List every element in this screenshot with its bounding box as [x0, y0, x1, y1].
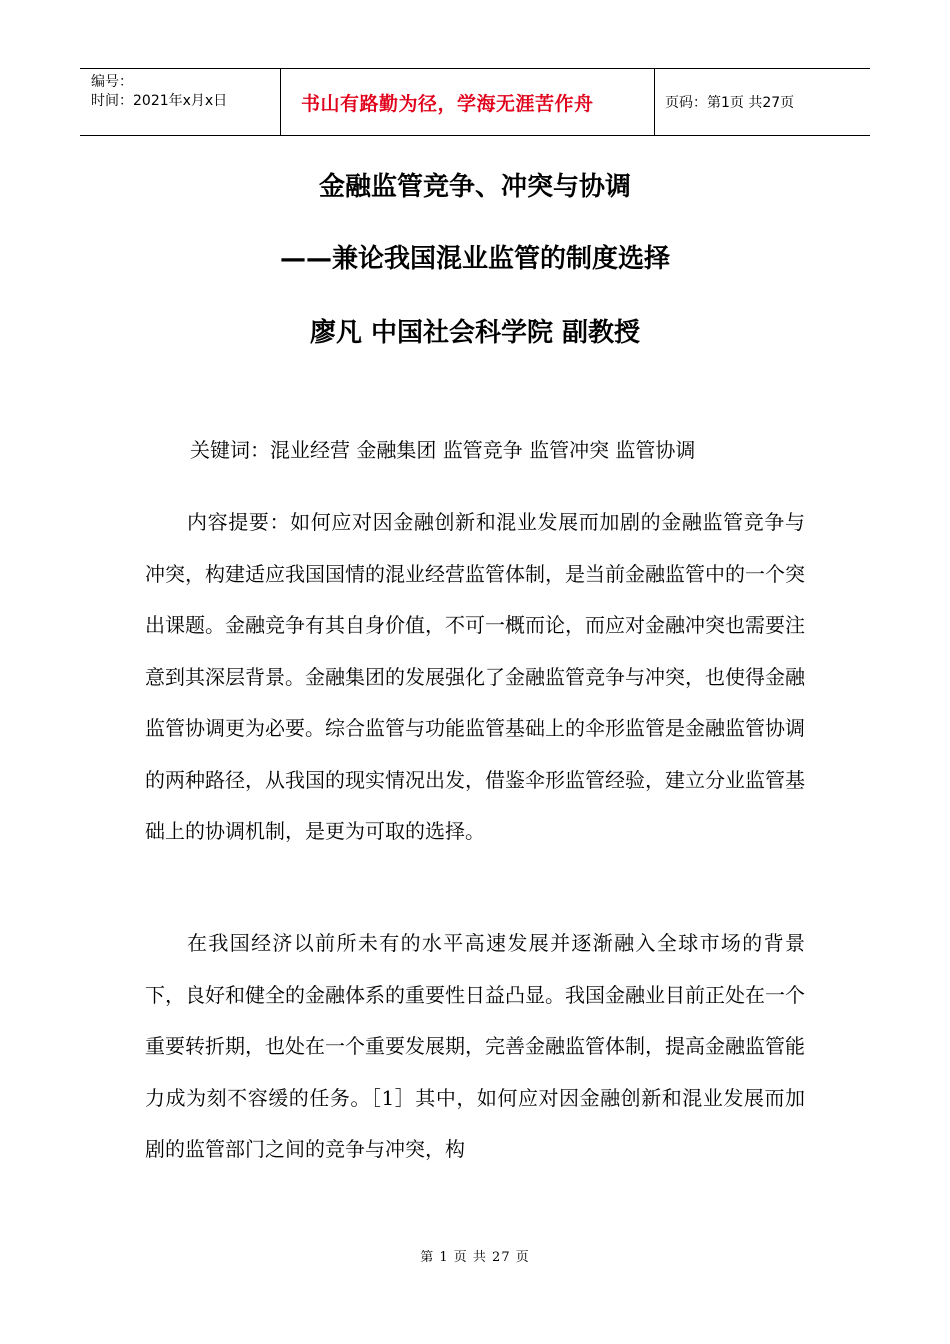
abstract-paragraph: 内容提要：如何应对因金融创新和混业发展而加剧的金融监管竞争与冲突，构建适应我国国情的混业经营监管体制，是当前金融监管中的一个突出课题。金融竞争有其自身价值，不可一概而论，而应对金融冲突也需要注意到其深层背景。金融集团的发展强化了金融监管竞争与冲突，也使得金融监管协调更为必要。综合监管与功能监管基础上的伞形监管是金融监管协调的两种路径，从我国的现实情况出发，借鉴伞形监管经验，建立分业监管基础上的协调机制，是更为可取的选择。	[145, 510, 805, 843]
page-info: 页码：第1页 共27页	[665, 95, 795, 111]
motto-text: 书山有路勤为径，学海无涯苦作舟	[301, 92, 594, 115]
page-footer: 第 1 页 共 27 页	[420, 1250, 530, 1265]
document-subtitle: ——兼论我国混业监管的制度选择	[279, 244, 670, 274]
document-time-label: 时间：2021年x月x日	[91, 93, 228, 109]
page-header	[80, 68, 870, 136]
keywords-line: 关键词：混业经营 金融集团 监管竞争 监管冲突 监管协调	[190, 438, 696, 462]
intro-paragraph: 在我国经济以前所未有的水平高速发展并逐渐融入全球市场的背景下，良好和健全的金融体系的重要性日益凸显。我国金融业目前正处在一个重要转折期，也处在一个重要发展期，完善金融监管体制，提高金融监管能力成为刻不容缓的任务。［1］其中，如何应对因金融创新和混业发展而加剧的监管部门之间的竞争与冲突，构	[145, 931, 805, 1161]
document-title: 金融监管竞争、冲突与协调	[318, 172, 631, 202]
header-meta	[80, 69, 281, 135]
header-page-info-cell	[655, 69, 870, 135]
author-line: 廖凡 中国社会科学院 副教授	[309, 318, 641, 348]
header-motto-cell	[281, 69, 655, 135]
document-number-label: 编号：	[91, 74, 133, 90]
